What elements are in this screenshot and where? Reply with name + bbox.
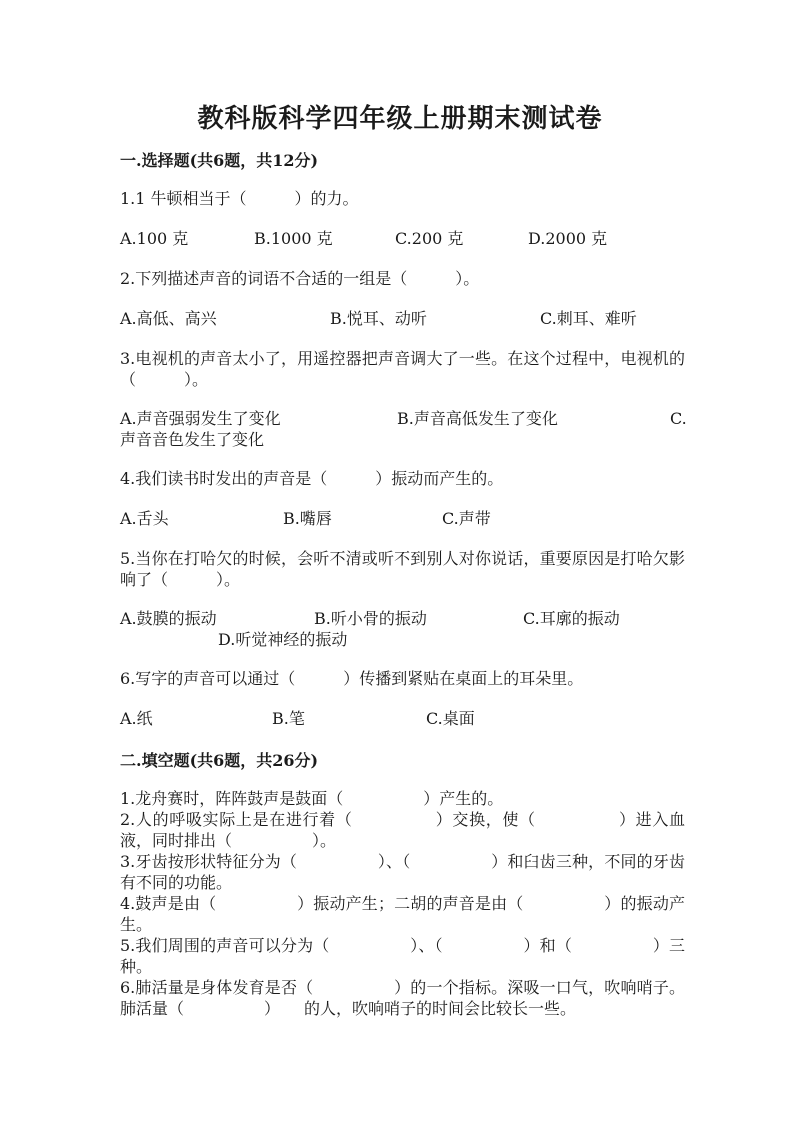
question-2-option-b: B.悦耳、动听 xyxy=(330,309,427,328)
fill-question-6: 6.肺活量是身体发育是否（ ）的一个指标。深吸一口气，吹响哨子。肺活量（ ） 的人，吹响哨子的时间会比较长一些。 xyxy=(120,978,685,1018)
section-heading-fill: 二.填空题(共6题，共26分) xyxy=(120,751,319,770)
question-1-option-c: C.200 克 xyxy=(395,229,464,248)
fill-question-1: 1.龙舟赛时，阵阵鼓声是鼓面（ ）产生的。 xyxy=(120,789,504,808)
question-6-option-b: B.笔 xyxy=(272,709,305,728)
question-3-option-b: B.声音高低发生了变化 xyxy=(397,409,558,428)
fill-question-4: 4.鼓声是由（ ）振动产生；二胡的声音是由（ ）的振动产生。 xyxy=(120,894,685,934)
section-heading-choice: 一.选择题(共6题，共12分) xyxy=(120,151,319,170)
question-1-text: 1.1 牛顿相当于（ ）的力。 xyxy=(120,189,359,208)
fill-question-2: 2.人的呼吸实际上是在进行着（ ）交换，使（ ）进入血液，同时排出（ ）。 xyxy=(120,810,685,850)
question-4-option-b: B.嘴唇 xyxy=(283,509,332,528)
question-1-option-b: B.1000 克 xyxy=(254,229,333,248)
question-3-option-c: C. xyxy=(670,409,687,428)
question-6-text: 6.写字的声音可以通过（ ）传播到紧贴在桌面上的耳朵里。 xyxy=(120,669,584,688)
fill-question-5: 5.我们周围的声音可以分为（ ）、（ ）和（ ）三种。 xyxy=(120,936,685,976)
question-5-option-c: C.耳廓的振动 xyxy=(523,609,620,628)
page-title: 教科版科学四年级上册期末测试卷 xyxy=(197,104,603,134)
question-5-option-a: A.鼓膜的振动 xyxy=(120,609,217,628)
question-5-text: 5.当你在打哈欠的时候，会听不清或听不到别人对你说话，重要原因是打哈欠影响了（ ）。 xyxy=(120,549,685,589)
question-1-option-a: A.100 克 xyxy=(120,229,189,248)
question-3-option-c-text: 声音音色发生了变化 xyxy=(120,430,265,449)
question-4-option-c: C.声带 xyxy=(442,509,491,528)
question-5-option-b: B.听小骨的振动 xyxy=(314,609,427,628)
question-6-option-a: A.纸 xyxy=(120,709,153,728)
question-5-option-d: D.听觉神经的振动 xyxy=(218,630,348,649)
question-2-text: 2.下列描述声音的词语不合适的一组是（ ）。 xyxy=(120,269,480,288)
fill-question-3: 3.牙齿按形状特征分为（ ）、（ ）和臼齿三种，不同的牙齿有不同的功能。 xyxy=(120,852,685,892)
question-2-option-a: A.高低、高兴 xyxy=(120,309,217,328)
question-2-option-c: C.刺耳、难听 xyxy=(540,309,637,328)
question-6-option-c: C.桌面 xyxy=(426,709,475,728)
question-3-text: 3.电视机的声音太小了，用遥控器把声音调大了一些。在这个过程中，电视机的（ ）。 xyxy=(120,349,685,389)
question-1-option-d: D.2000 克 xyxy=(528,229,608,248)
question-3-option-a: A.声音强弱发生了变化 xyxy=(120,409,281,428)
question-4-option-a: A.舌头 xyxy=(120,509,169,528)
question-4-text: 4.我们读书时发出的声音是（ ）振动而产生的。 xyxy=(120,469,504,488)
